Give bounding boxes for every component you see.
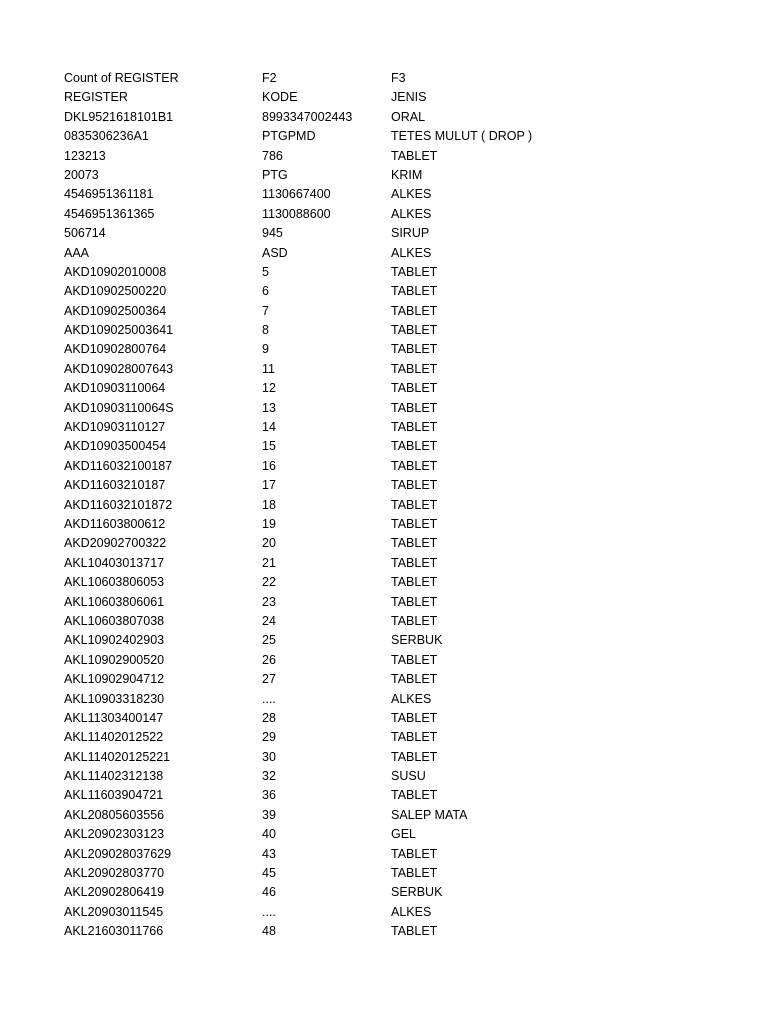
jenis-cell: TABLET (391, 730, 438, 745)
register-cell: AKL20902803770 (64, 866, 165, 881)
table-row (64, 534, 744, 553)
table-row (64, 360, 744, 379)
spreadsheet-table (64, 69, 744, 942)
kode-cell: PTGPMD (262, 129, 316, 144)
header-row (64, 69, 744, 88)
kode-cell: F2 (262, 71, 277, 85)
kode-cell: 27 (262, 672, 276, 687)
kode-cell: 46 (262, 885, 276, 900)
kode-cell: 28 (262, 710, 276, 725)
register-cell: AKD10903500454 (64, 439, 167, 454)
jenis-cell: ALKES (391, 206, 432, 221)
kode-cell: 30 (262, 749, 276, 764)
jenis-cell: TABLET (391, 594, 438, 609)
jenis-cell: TABLET (391, 575, 438, 590)
table-row (64, 767, 744, 786)
register-cell: AKL10903318230 (64, 691, 165, 706)
register-cell: AKL10902900520 (64, 652, 165, 667)
table-row (64, 127, 744, 146)
register-cell: AKL11402312138 (64, 769, 164, 784)
table-row (64, 224, 744, 243)
register-cell: AKD11603210187 (64, 478, 166, 493)
jenis-cell: JENIS (391, 90, 427, 105)
register-cell: AKD116032101872 (64, 497, 173, 512)
table-row (64, 457, 744, 476)
register-cell: AKD10902500220 (64, 284, 167, 299)
jenis-cell: TABLET (391, 613, 438, 628)
jenis-cell: SIRUP (391, 226, 430, 241)
table-row (64, 728, 744, 747)
kode-cell: 48 (262, 924, 276, 939)
jenis-cell: TABLET (391, 439, 438, 454)
register-cell: AKD20902700322 (64, 536, 167, 551)
jenis-cell: ALKES (391, 691, 432, 706)
jenis-cell: TABLET (391, 924, 438, 939)
register-cell: AKL11303400147 (64, 710, 164, 725)
kode-cell: 945 (262, 226, 283, 241)
kode-cell: 8 (262, 323, 269, 338)
jenis-cell: KRIM (391, 167, 423, 182)
jenis-cell: TABLET (391, 381, 438, 396)
kode-cell: 17 (262, 478, 276, 493)
jenis-cell: TABLET (391, 148, 438, 163)
table-row (64, 573, 744, 592)
table-row (64, 845, 744, 864)
table-row (64, 108, 744, 127)
kode-cell: 19 (262, 516, 276, 531)
table-row (64, 496, 744, 515)
register-cell: AKD11603800612 (64, 516, 166, 531)
register-cell: AKL20902303123 (64, 827, 165, 842)
kode-cell: 12 (262, 381, 276, 396)
kode-cell: 1130667400 (262, 187, 331, 202)
table-row (64, 437, 744, 456)
table-row (64, 593, 744, 612)
jenis-cell: TABLET (391, 497, 438, 512)
jenis-cell: TABLET (391, 555, 438, 570)
kode-cell: 11 (262, 361, 275, 376)
table-row (64, 670, 744, 689)
table-row (64, 883, 744, 902)
kode-cell: 20 (262, 536, 276, 551)
jenis-cell: TABLET (391, 749, 438, 764)
kode-cell: 8993347002443 (262, 109, 353, 124)
register-cell: AKD10902500364 (64, 303, 167, 318)
jenis-cell: TABLET (391, 420, 438, 435)
jenis-cell: SERBUK (391, 885, 443, 900)
table-row (64, 806, 744, 825)
kode-cell: 25 (262, 633, 276, 648)
register-cell: AKL114020125221 (64, 749, 171, 764)
register-cell: Count of REGISTER (64, 71, 179, 85)
jenis-cell: GEL (391, 827, 417, 842)
register-cell: 20073 (64, 167, 99, 182)
table-row (64, 922, 744, 941)
table-row (64, 651, 744, 670)
jenis-cell: TABLET (391, 536, 438, 551)
kode-cell: 786 (262, 148, 283, 163)
register-cell: AKL10902904712 (64, 672, 165, 687)
register-cell: AKL20903011545 (64, 904, 164, 919)
jenis-cell: ORAL (391, 109, 426, 124)
jenis-cell: TABLET (391, 361, 438, 376)
table-row (64, 282, 744, 301)
jenis-cell: TETES MULUT ( DROP ) (391, 129, 533, 144)
jenis-cell: TABLET (391, 672, 438, 687)
register-cell: AKD10903110127 (64, 420, 166, 435)
table-row (64, 263, 744, 282)
register-cell: 123213 (64, 148, 106, 163)
jenis-cell: TABLET (391, 303, 438, 318)
table-row (64, 690, 744, 709)
register-cell: AKL10603806061 (64, 594, 165, 609)
table-row (64, 748, 744, 767)
table-row (64, 631, 744, 650)
register-cell: 0835306236A1 (64, 129, 149, 144)
jenis-cell: SALEP MATA (391, 807, 468, 822)
register-cell: AKD109028007643 (64, 361, 174, 376)
table-row (64, 166, 744, 185)
kode-cell: 14 (262, 420, 276, 435)
register-cell: AKL10603807038 (64, 613, 165, 628)
kode-cell: 26 (262, 652, 276, 667)
table-row (64, 418, 744, 437)
kode-cell: 32 (262, 769, 276, 784)
jenis-cell: SERBUK (391, 633, 443, 648)
table-row (64, 709, 744, 728)
jenis-cell: TABLET (391, 400, 438, 415)
kode-cell: 5 (262, 264, 269, 279)
register-cell: AAA (64, 245, 90, 260)
register-cell: AKD10902010008 (64, 264, 167, 279)
register-cell: AKL11402012522 (64, 730, 164, 745)
jenis-cell: TABLET (391, 264, 438, 279)
register-cell: AKL10403013717 (64, 555, 165, 570)
kode-cell: 43 (262, 846, 276, 861)
kode-cell: 24 (262, 613, 276, 628)
jenis-cell: TABLET (391, 710, 438, 725)
kode-cell: 7 (262, 303, 269, 318)
register-cell: AKD10902800764 (64, 342, 167, 357)
jenis-cell: TABLET (391, 342, 438, 357)
kode-cell: 1130088600 (262, 206, 331, 221)
jenis-cell: ALKES (391, 187, 432, 202)
register-cell: AKL20805603556 (64, 807, 165, 822)
table-row (64, 903, 744, 922)
register-cell: REGISTER (64, 90, 128, 105)
table-row (64, 147, 744, 166)
register-cell: AKL209028037629 (64, 846, 172, 861)
register-cell: AKD109025003641 (64, 323, 174, 338)
jenis-cell: TABLET (391, 516, 438, 531)
kode-cell: 22 (262, 575, 276, 590)
jenis-cell: TABLET (391, 458, 438, 473)
table-row (64, 379, 744, 398)
kode-cell: 36 (262, 788, 276, 803)
kode-cell: .... (262, 691, 276, 706)
kode-cell: 6 (262, 284, 269, 299)
table-row (64, 786, 744, 805)
register-cell: DKL9521618101B1 (64, 109, 174, 124)
kode-cell: 23 (262, 594, 276, 609)
kode-cell: PTG (262, 167, 288, 182)
table-row (64, 864, 744, 883)
jenis-cell: SUSU (391, 769, 426, 784)
jenis-cell: TABLET (391, 323, 438, 338)
kode-cell: 18 (262, 497, 276, 512)
kode-cell: 15 (262, 439, 276, 454)
table-row (64, 554, 744, 573)
register-cell: AKL10902402903 (64, 633, 165, 648)
table-row (64, 340, 744, 359)
jenis-cell: ALKES (391, 245, 432, 260)
kode-cell: 29 (262, 730, 276, 745)
register-cell: AKL20902806419 (64, 885, 165, 900)
table-row (64, 825, 744, 844)
table-row (64, 476, 744, 495)
register-cell: 4546951361365 (64, 206, 155, 221)
header-row (64, 88, 744, 107)
table-row (64, 515, 744, 534)
jenis-cell: TABLET (391, 284, 438, 299)
kode-cell: 45 (262, 866, 276, 881)
kode-cell: ASD (262, 245, 288, 260)
jenis-cell: TABLET (391, 478, 438, 493)
jenis-cell: F3 (391, 71, 406, 85)
kode-cell: 39 (262, 807, 276, 822)
register-cell: AKD116032100187 (64, 458, 173, 473)
jenis-cell: ALKES (391, 904, 432, 919)
register-cell: AKL11603904721 (64, 788, 164, 803)
jenis-cell: TABLET (391, 788, 438, 803)
kode-cell: 21 (262, 555, 276, 570)
kode-cell: .... (262, 904, 276, 919)
register-cell: AKL21603011766 (64, 924, 164, 939)
table-row (64, 244, 744, 263)
jenis-cell: TABLET (391, 846, 438, 861)
kode-cell: 13 (262, 400, 276, 415)
kode-cell: KODE (262, 90, 298, 105)
table-row (64, 205, 744, 224)
register-cell: 506714 (64, 226, 106, 241)
table-row (64, 185, 744, 204)
register-cell: AKD10903110064S (64, 400, 174, 415)
kode-cell: 16 (262, 458, 276, 473)
kode-cell: 9 (262, 342, 269, 357)
table-row (64, 321, 744, 340)
table-row (64, 399, 744, 418)
kode-cell: 40 (262, 827, 276, 842)
jenis-cell: TABLET (391, 652, 438, 667)
register-cell: 4546951361181 (64, 187, 154, 202)
jenis-cell: TABLET (391, 866, 438, 881)
register-cell: AKL10603806053 (64, 575, 165, 590)
table-row (64, 612, 744, 631)
register-cell: AKD10903110064 (64, 381, 166, 396)
table-row (64, 302, 744, 321)
